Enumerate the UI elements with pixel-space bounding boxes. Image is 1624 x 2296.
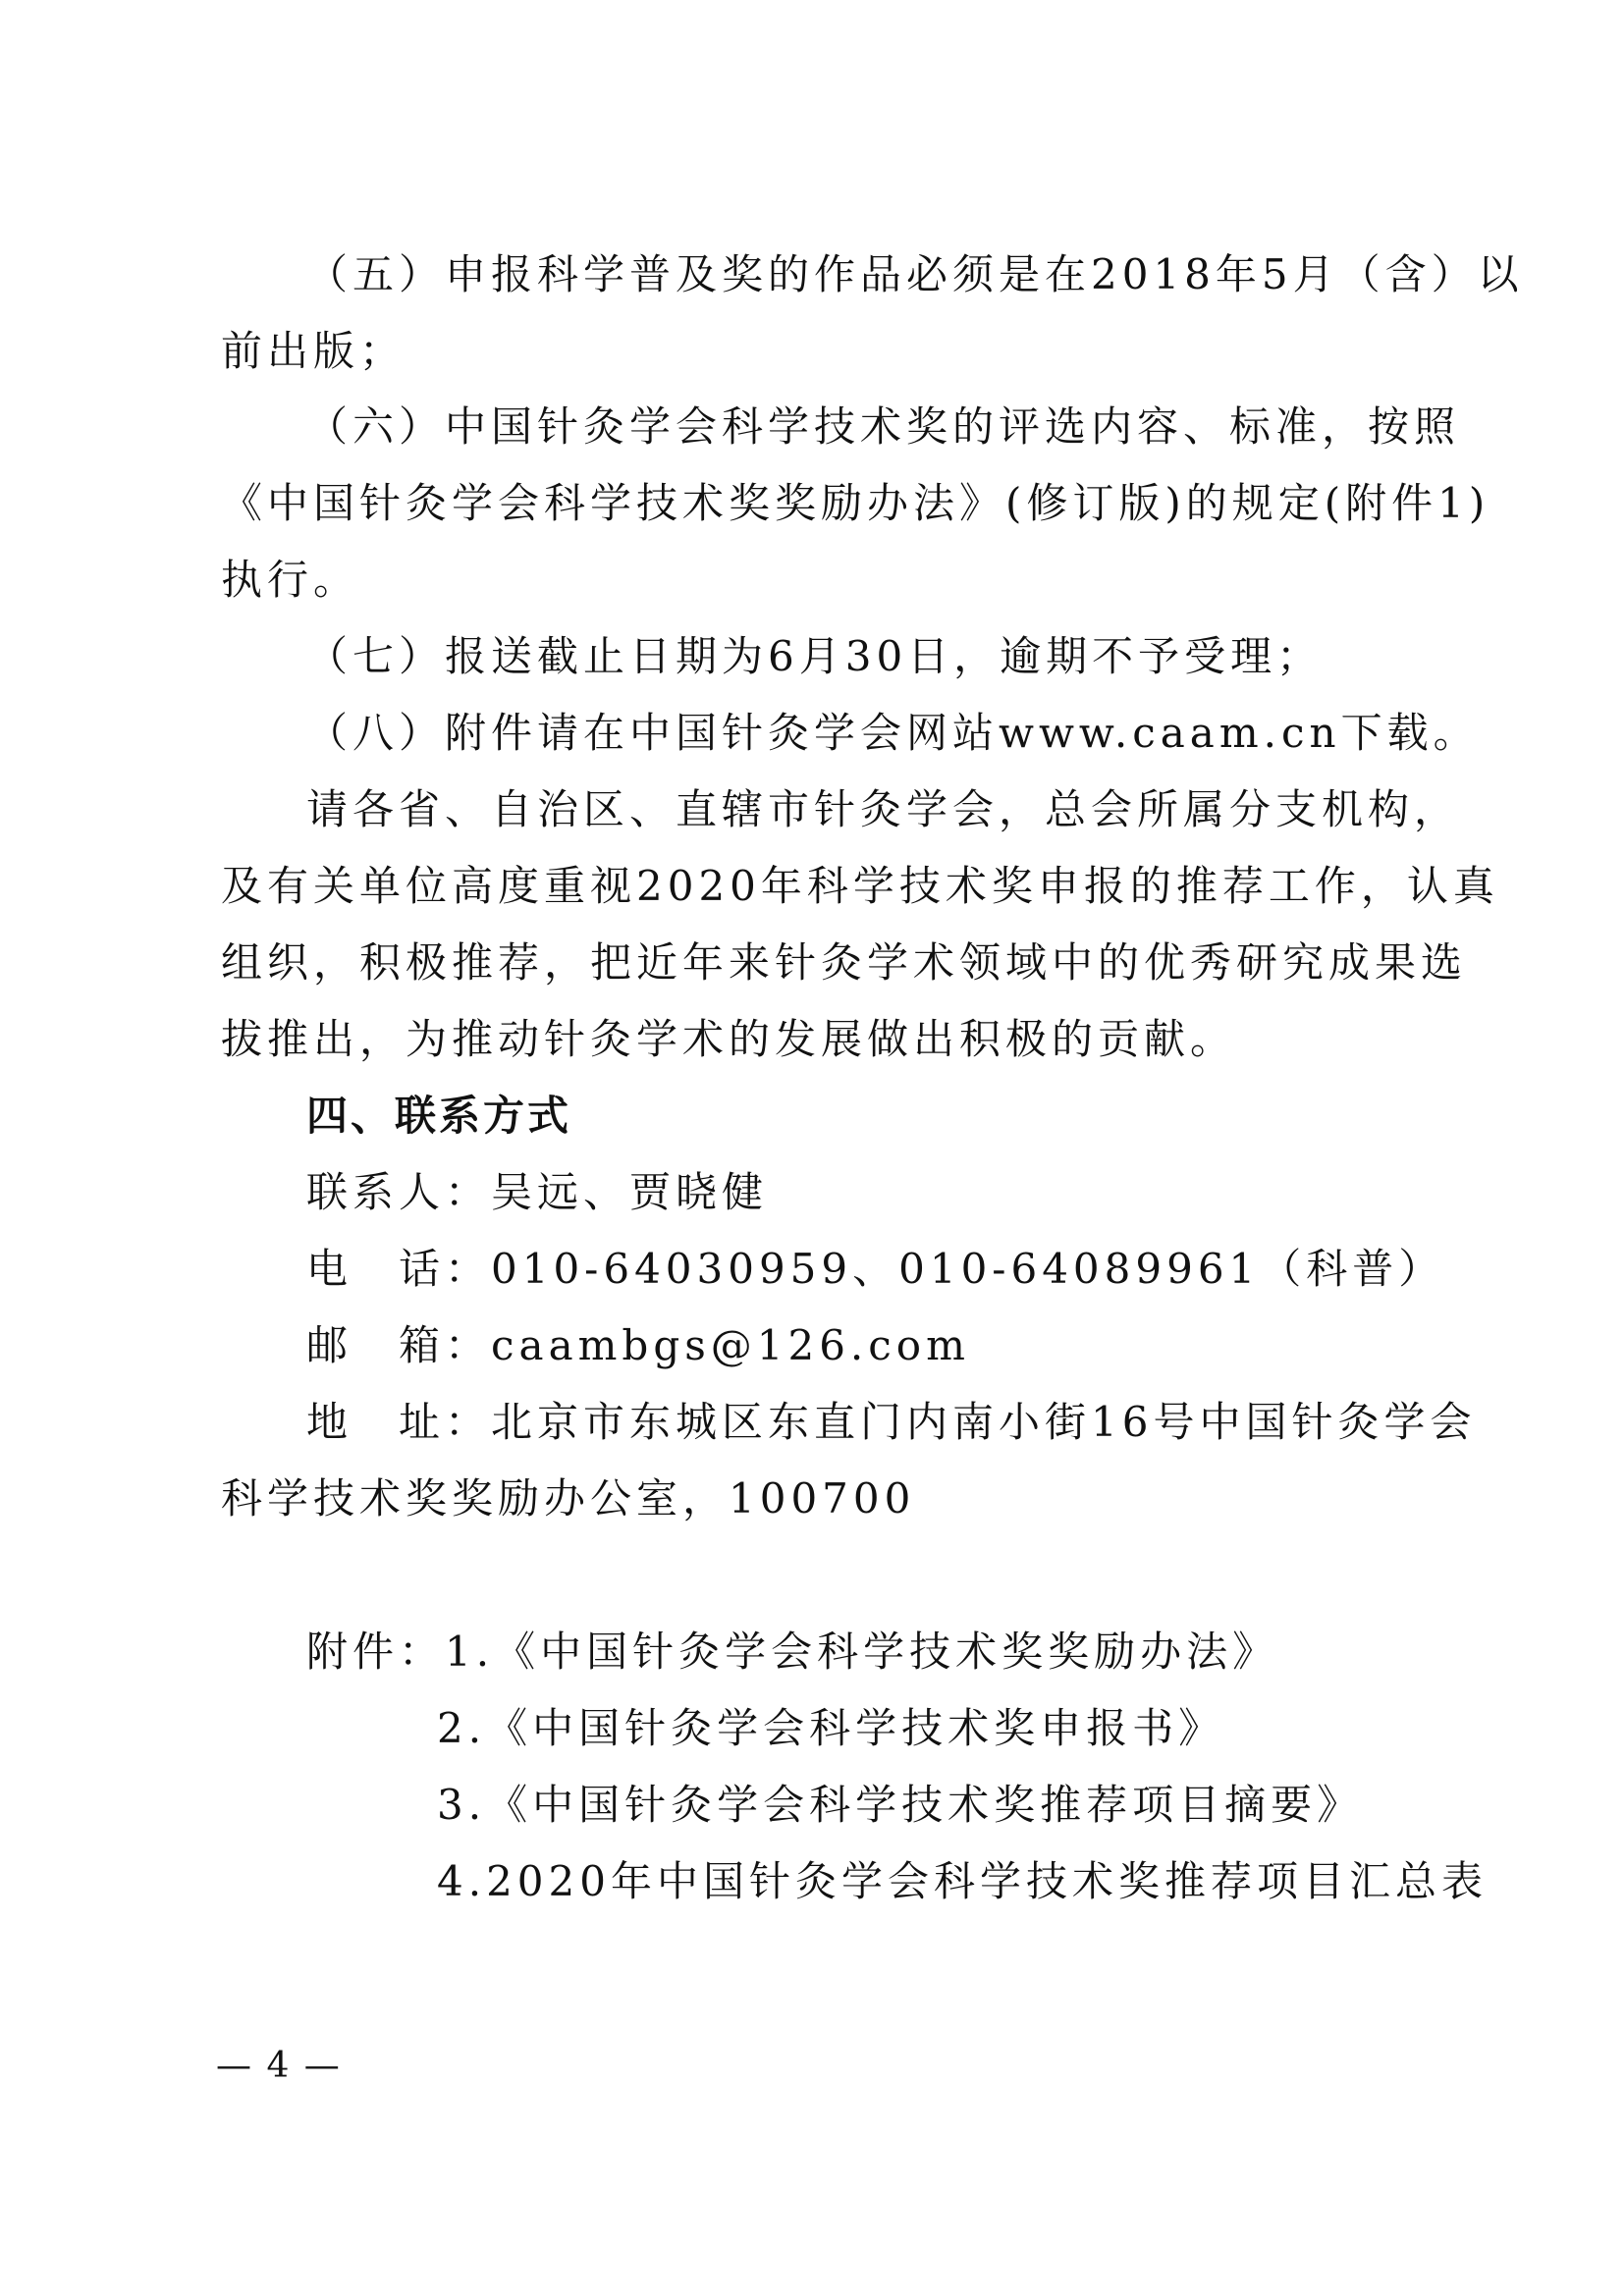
paragraph-line-item-6: （六）中国针灸学会科学技术奖的评选内容、标准，按照	[306, 402, 1461, 451]
attachment-line-3: 3.《中国针灸学会科学技术奖推荐项目摘要》	[437, 1781, 1364, 1829]
contact-address-line-cont: 科学技术奖奖励办公室，100700	[221, 1474, 916, 1522]
contact-phone-line: 电 话：010-64030959、010-64089961（科普）	[306, 1245, 1445, 1293]
paragraph-line-item-6-cont-1: 《中国针灸学会科学技术奖奖励办法》(修订版)的规定(附件1)	[221, 479, 1490, 527]
paragraph-line-request-1: 请各省、自治区、直辖市针灸学会，总会所属分支机构，	[306, 785, 1461, 833]
attachment-line-1: 附件：1.《中国针灸学会科学技术奖奖励办法》	[306, 1628, 1279, 1676]
paragraph-line-request-4: 拔推出，为推动针灸学术的发展做出积极的贡献。	[221, 1015, 1237, 1063]
attachment-line-2: 2.《中国针灸学会科学技术奖申报书》	[437, 1704, 1225, 1752]
paragraph-line-request-2: 及有关单位高度重视2020年科学技术奖申报的推荐工作，认真	[221, 862, 1499, 910]
paragraph-line-item-5-cont: 前出版；	[221, 327, 406, 375]
attachment-line-4: 4.2020年中国针灸学会科学技术奖推荐项目汇总表	[437, 1857, 1488, 1905]
contact-email-line: 邮 箱：caambgs@126.com	[306, 1321, 970, 1369]
contact-address-line: 地 址：北京市东城区东直门内南小街16号中国针灸学会	[306, 1398, 1477, 1446]
paragraph-line-item-6-cont-2: 执行。	[221, 556, 360, 604]
paragraph-line-item-5: （五）申报科学普及奖的作品必须是在2018年5月（含）以	[306, 250, 1524, 298]
section-heading-contact: 四、联系方式	[306, 1092, 572, 1140]
paragraph-line-request-3: 组织，积极推荐，把近年来针灸学术领域中的优秀研究成果选	[221, 938, 1468, 987]
contact-person-line: 联系人：吴远、贾晓健	[306, 1168, 769, 1216]
paragraph-line-item-7: （七）报送截止日期为6月30日，逾期不予受理；	[306, 632, 1324, 680]
paragraph-line-item-8: （八）附件请在中国针灸学会网站www.caam.cn下载。	[306, 709, 1480, 757]
page-number: — 4 —	[216, 2046, 342, 2086]
